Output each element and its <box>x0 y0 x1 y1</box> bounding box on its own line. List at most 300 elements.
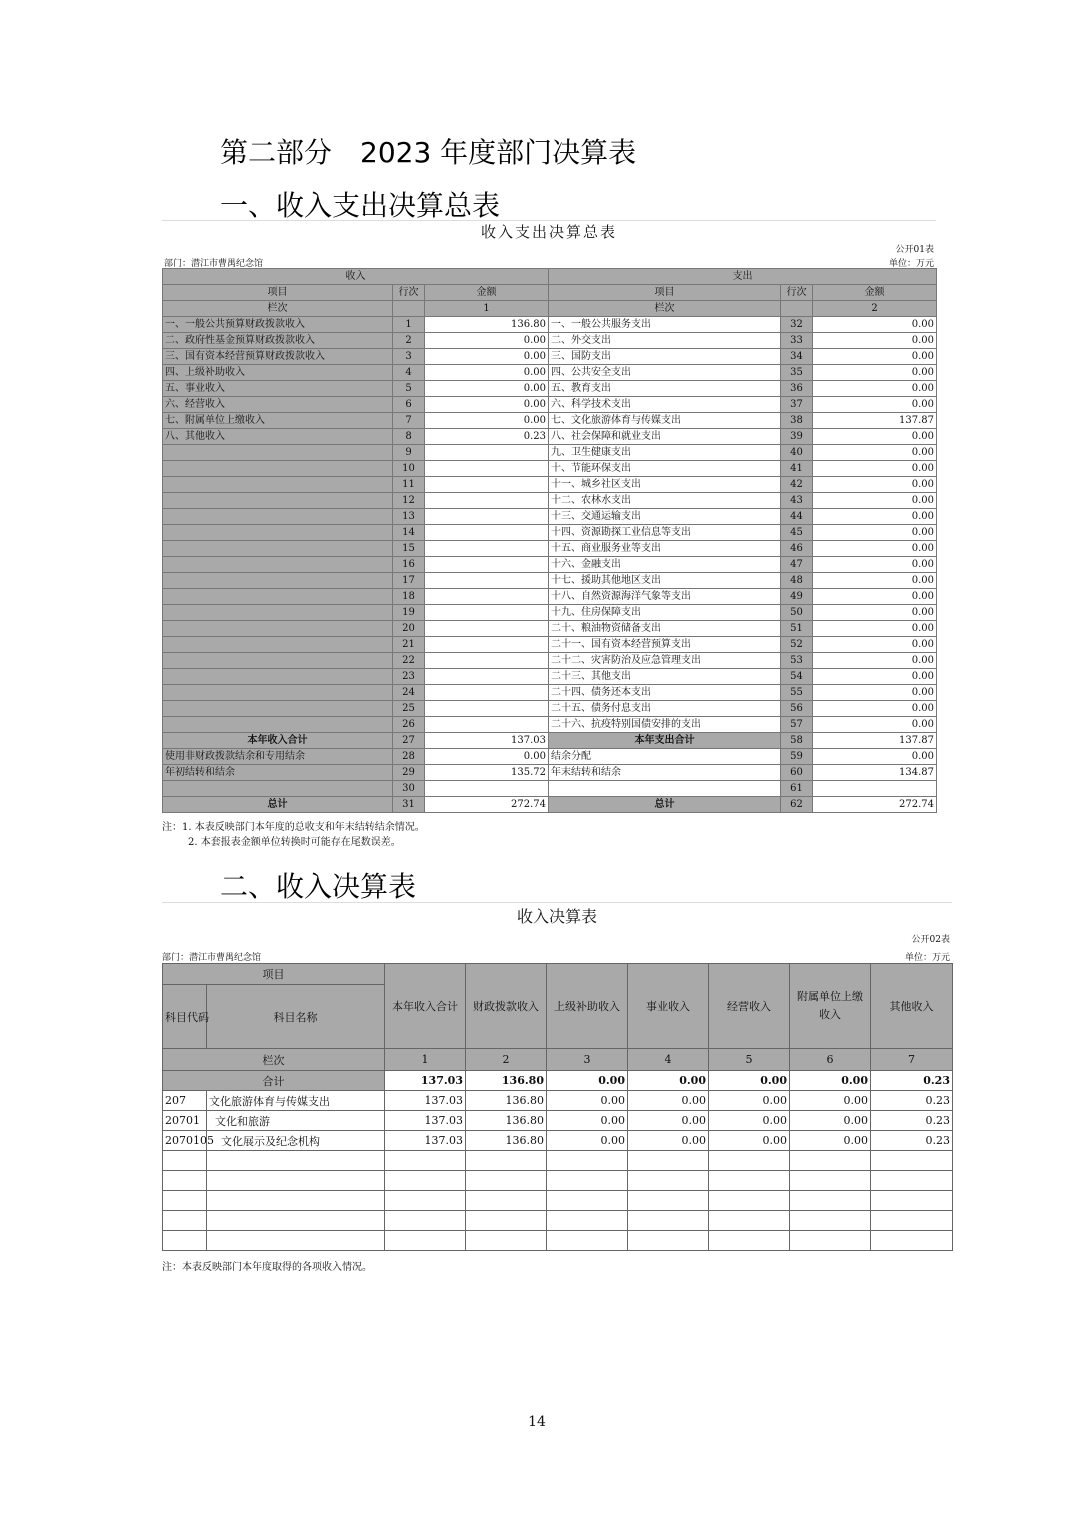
expense-item-name: 二、外交支出 <box>549 333 781 349</box>
income-item-name: 六、经营收入 <box>163 397 393 413</box>
expense-item-name: 二十四、债务还本支出 <box>549 685 781 701</box>
income-amount <box>425 637 549 653</box>
empty-cell <box>207 1171 385 1191</box>
empty-cell <box>207 1211 385 1231</box>
income-item-name <box>163 573 393 589</box>
income-summary-name: 使用非财政拨款结余和专用结余 <box>163 749 393 765</box>
income-row-no: 13 <box>393 509 425 525</box>
empty-cell <box>628 1191 709 1211</box>
income-amount <box>425 525 549 541</box>
income-summary-name: 总计 <box>163 797 393 813</box>
income-amount: 272.74 <box>425 797 549 813</box>
table2-lanci: 栏次 <box>163 1049 385 1071</box>
table-row <box>163 365 937 381</box>
table-row <box>163 429 937 445</box>
table1-grid <box>162 268 937 813</box>
income-item-name <box>163 445 393 461</box>
table2-grid <box>162 963 953 1251</box>
income-amount <box>425 781 549 797</box>
table-row <box>163 477 937 493</box>
expense-item-name: 十五、商业服务业等支出 <box>549 541 781 557</box>
empty-cell <box>709 1191 790 1211</box>
expense-amount: 0.00 <box>813 381 937 397</box>
income-row-no: 27 <box>393 733 425 749</box>
income-amount: 0.00 <box>425 365 549 381</box>
expense-row-no: 54 <box>781 669 813 685</box>
table-row <box>163 653 937 669</box>
income-header: 收入 <box>163 269 549 285</box>
expense-row-no: 44 <box>781 509 813 525</box>
income-row-no: 5 <box>393 381 425 397</box>
expense-col-no: 2 <box>813 301 937 317</box>
income-row-no: 19 <box>393 605 425 621</box>
expense-summary-name: 结余分配 <box>549 749 781 765</box>
income-row-no: 4 <box>393 365 425 381</box>
expense-row-no: 61 <box>781 781 813 797</box>
table-row <box>163 413 937 429</box>
income-row-no: 28 <box>393 749 425 765</box>
income-item-name <box>163 621 393 637</box>
empty-cell <box>207 1151 385 1171</box>
subject-code: 20701 <box>163 1111 207 1131</box>
income-row-no: 16 <box>393 557 425 573</box>
income-item-name <box>163 509 393 525</box>
expense-item-name: 七、文化旅游体育与传媒支出 <box>549 413 781 429</box>
income-value: 136.80 <box>466 1111 547 1131</box>
empty-cell <box>871 1191 953 1211</box>
income-col-no: 1 <box>425 301 549 317</box>
empty-cell <box>385 1151 466 1171</box>
income-row-no: 2 <box>393 333 425 349</box>
income-item-name <box>163 525 393 541</box>
income-value: 0.00 <box>709 1111 790 1131</box>
empty-cell <box>547 1191 628 1211</box>
expense-row-no: 59 <box>781 749 813 765</box>
empty-cell <box>466 1211 547 1231</box>
income-summary-name: 年初结转和结余 <box>163 765 393 781</box>
income-item-name: 八、其他收入 <box>163 429 393 445</box>
income-item-name: 二、政府性基金预算财政拨款收入 <box>163 333 393 349</box>
empty-cell <box>163 1191 207 1211</box>
expense-row-no: 33 <box>781 333 813 349</box>
table2-total-value: 0.00 <box>547 1071 628 1091</box>
expense-row-no: 60 <box>781 765 813 781</box>
table2-header: 本年收入合计 <box>385 964 466 1049</box>
table1-department: 部门：潜江市曹禺纪念馆 <box>164 259 264 269</box>
expense-item-name: 十二、农林水支出 <box>549 493 781 509</box>
expense-summary-name: 总计 <box>549 797 781 813</box>
expense-lanci-blank <box>781 301 813 317</box>
table-row <box>163 557 937 573</box>
table2-col-project: 项目 <box>163 964 385 985</box>
income-value: 0.00 <box>547 1111 628 1131</box>
expense-amount: 0.00 <box>813 557 937 573</box>
expense-amount: 0.00 <box>813 541 937 557</box>
income-amount <box>425 509 549 525</box>
income-col-row: 行次 <box>393 285 425 301</box>
empty-cell <box>547 1231 628 1251</box>
expense-row-no: 37 <box>781 397 813 413</box>
subject-code: 207 <box>163 1091 207 1111</box>
table2-total-label: 合计 <box>163 1071 385 1091</box>
table2-total-value: 0.00 <box>709 1071 790 1091</box>
table-row <box>163 1131 953 1151</box>
empty-cell <box>163 1231 207 1251</box>
income-value: 0.00 <box>709 1131 790 1151</box>
expense-amount: 0.00 <box>813 477 937 493</box>
income-summary-name: 本年收入合计 <box>163 733 393 749</box>
expense-item-name: 二十二、灾害防治及应急管理支出 <box>549 653 781 669</box>
income-item-name <box>163 669 393 685</box>
empty-cell <box>163 1151 207 1171</box>
empty-row <box>163 1171 953 1191</box>
table2-total-value: 0.23 <box>871 1071 953 1091</box>
expense-row-no: 35 <box>781 365 813 381</box>
income-row-no: 12 <box>393 493 425 509</box>
summary-row <box>163 797 937 813</box>
empty-cell <box>547 1171 628 1191</box>
empty-cell <box>628 1231 709 1251</box>
empty-cell <box>163 1211 207 1231</box>
income-amount: 137.03 <box>425 733 549 749</box>
table2-col-no: 5 <box>709 1049 790 1071</box>
empty-cell <box>385 1211 466 1231</box>
expense-row-no: 45 <box>781 525 813 541</box>
income-lanci: 栏次 <box>163 301 393 317</box>
income-item-name <box>163 477 393 493</box>
empty-cell <box>547 1151 628 1171</box>
expense-amount: 272.74 <box>813 797 937 813</box>
table2-col-name: 科目名称 <box>207 985 385 1049</box>
table-row <box>163 1091 953 1111</box>
expense-amount: 0.00 <box>813 493 937 509</box>
empty-cell <box>628 1151 709 1171</box>
income-amount: 135.72 <box>425 765 549 781</box>
expense-row-no: 47 <box>781 557 813 573</box>
expense-row-no: 62 <box>781 797 813 813</box>
income-row-no: 8 <box>393 429 425 445</box>
table2-code: 公开02表 <box>911 935 950 945</box>
summary-row <box>163 781 937 797</box>
table-row <box>163 541 937 557</box>
expense-item-name: 二十一、国有资本经营预算支出 <box>549 637 781 653</box>
empty-cell <box>709 1211 790 1231</box>
income-amount <box>425 445 549 461</box>
income-value: 0.00 <box>790 1091 871 1111</box>
table2-total-value: 137.03 <box>385 1071 466 1091</box>
expense-item-name: 十八、自然资源海洋气象等支出 <box>549 589 781 605</box>
income-amount: 0.00 <box>425 397 549 413</box>
expense-item-name: 六、科学技术支出 <box>549 397 781 413</box>
expense-row-no: 41 <box>781 461 813 477</box>
empty-cell <box>385 1191 466 1211</box>
expense-item-name: 九、卫生健康支出 <box>549 445 781 461</box>
expense-row-no: 50 <box>781 605 813 621</box>
table2-header: 财政拨款收入 <box>466 964 547 1049</box>
income-row-no: 11 <box>393 477 425 493</box>
expense-row-no: 58 <box>781 733 813 749</box>
income-item-name: 五、事业收入 <box>163 381 393 397</box>
income-summary-name <box>163 781 393 797</box>
income-value: 137.03 <box>385 1131 466 1151</box>
table2-total-value: 136.80 <box>466 1071 547 1091</box>
income-amount <box>425 493 549 509</box>
expense-amount: 0.00 <box>813 621 937 637</box>
empty-cell <box>871 1171 953 1191</box>
expense-col-row: 行次 <box>781 285 813 301</box>
income-row-no: 3 <box>393 349 425 365</box>
table2-col-no: 2 <box>466 1049 547 1071</box>
expense-summary-name <box>549 781 781 797</box>
empty-cell <box>385 1171 466 1191</box>
expense-summary-name: 本年支出合计 <box>549 733 781 749</box>
table-row <box>163 349 937 365</box>
empty-cell <box>628 1171 709 1191</box>
income-amount <box>425 477 549 493</box>
expense-row-no: 46 <box>781 541 813 557</box>
income-amount <box>425 669 549 685</box>
table1-title: 收入支出决算总表 <box>162 220 936 243</box>
income-amount <box>425 717 549 733</box>
empty-cell <box>790 1211 871 1231</box>
expense-amount: 0.00 <box>813 333 937 349</box>
empty-row <box>163 1151 953 1171</box>
income-value: 0.00 <box>628 1131 709 1151</box>
empty-cell <box>871 1151 953 1171</box>
empty-cell <box>163 1171 207 1191</box>
table-row <box>163 317 937 333</box>
income-row-no: 6 <box>393 397 425 413</box>
empty-cell <box>207 1231 385 1251</box>
income-row-no: 24 <box>393 685 425 701</box>
income-value: 0.23 <box>871 1111 953 1131</box>
table2-col-no: 7 <box>871 1049 953 1071</box>
empty-row <box>163 1231 953 1251</box>
expense-item-name: 十七、援助其他地区支出 <box>549 573 781 589</box>
income-lanci-blank <box>393 301 425 317</box>
income-item-name: 三、国有资本经营预算财政拨款收入 <box>163 349 393 365</box>
page-number: 14 <box>528 1414 546 1430</box>
income-amount <box>425 573 549 589</box>
empty-cell <box>709 1151 790 1171</box>
income-value: 0.00 <box>547 1091 628 1111</box>
expense-amount: 0.00 <box>813 653 937 669</box>
income-item-name <box>163 589 393 605</box>
table-row <box>163 1111 953 1131</box>
expense-amount: 0.00 <box>813 669 937 685</box>
income-amount <box>425 653 549 669</box>
expense-amount: 137.87 <box>813 413 937 429</box>
income-value: 0.00 <box>547 1131 628 1151</box>
table-row <box>163 685 937 701</box>
income-amount <box>425 605 549 621</box>
income-value: 136.80 <box>466 1091 547 1111</box>
income-item-name: 七、附属单位上缴收入 <box>163 413 393 429</box>
subject-name: 文化旅游体育与传媒支出 <box>207 1091 385 1111</box>
income-item-name <box>163 637 393 653</box>
expense-item-name: 三、国防支出 <box>549 349 781 365</box>
income-amount: 0.00 <box>425 749 549 765</box>
expense-item-name: 二十、粮油物资储备支出 <box>549 621 781 637</box>
expense-amount: 0.00 <box>813 573 937 589</box>
empty-cell <box>466 1171 547 1191</box>
expense-amount: 134.87 <box>813 765 937 781</box>
expense-item-name: 四、公共安全支出 <box>549 365 781 381</box>
income-expense-summary-table <box>162 220 936 848</box>
empty-cell <box>628 1211 709 1231</box>
empty-cell <box>790 1191 871 1211</box>
income-value: 137.03 <box>385 1111 466 1131</box>
table2-col-no: 6 <box>790 1049 871 1071</box>
expense-item-name: 五、教育支出 <box>549 381 781 397</box>
income-amount <box>425 589 549 605</box>
expense-row-no: 57 <box>781 717 813 733</box>
income-amount: 0.00 <box>425 381 549 397</box>
income-row-no: 9 <box>393 445 425 461</box>
table-row <box>163 397 937 413</box>
income-value: 136.80 <box>466 1131 547 1151</box>
table2-total-value: 0.00 <box>628 1071 709 1091</box>
empty-cell <box>466 1231 547 1251</box>
table2-note: 注：本表反映部门本年度取得的各项收入情况。 <box>162 1262 372 1273</box>
empty-cell <box>790 1151 871 1171</box>
expense-row-no: 51 <box>781 621 813 637</box>
table1-note2: 2. 本套报表金额单位转换时可能存在尾数误差。 <box>188 837 401 848</box>
table-row <box>163 525 937 541</box>
expense-row-no: 43 <box>781 493 813 509</box>
income-amount <box>425 461 549 477</box>
income-value: 0.00 <box>790 1111 871 1131</box>
expense-amount: 0.00 <box>813 525 937 541</box>
income-row-no: 17 <box>393 573 425 589</box>
expense-row-no: 42 <box>781 477 813 493</box>
expense-amount: 0.00 <box>813 429 937 445</box>
empty-cell <box>709 1171 790 1191</box>
income-row-no: 31 <box>393 797 425 813</box>
expense-amount: 0.00 <box>813 685 937 701</box>
expense-amount: 0.00 <box>813 445 937 461</box>
table2-title: 收入决算表 <box>162 902 952 931</box>
section2-heading: 二、收入决算表 <box>220 870 417 903</box>
expense-lanci: 栏次 <box>549 301 781 317</box>
table2-header: 其他收入 <box>871 964 953 1049</box>
expense-row-no: 49 <box>781 589 813 605</box>
expense-item-name: 十、节能环保支出 <box>549 461 781 477</box>
table2-department: 部门：潜江市曹禺纪念馆 <box>162 953 262 963</box>
expense-item-name: 十一、城乡社区支出 <box>549 477 781 493</box>
table2-header: 上级补助收入 <box>547 964 628 1049</box>
table1-code: 公开01表 <box>895 245 934 255</box>
table2-unit: 单位：万元 <box>904 953 950 963</box>
income-row-no: 15 <box>393 541 425 557</box>
income-amount <box>425 621 549 637</box>
table-row <box>163 333 937 349</box>
section1-heading: 一、收入支出决算总表 <box>220 189 501 222</box>
expense-amount: 0.00 <box>813 605 937 621</box>
income-value: 0.00 <box>790 1131 871 1151</box>
expense-item-name: 八、社会保障和就业支出 <box>549 429 781 445</box>
expense-row-no: 34 <box>781 349 813 365</box>
expense-amount: 0.00 <box>813 701 937 717</box>
income-amount: 0.23 <box>425 429 549 445</box>
table2-col-no: 3 <box>547 1049 628 1071</box>
income-item-name <box>163 701 393 717</box>
income-col-item: 项目 <box>163 285 393 301</box>
expense-amount: 0.00 <box>813 317 937 333</box>
expense-item-name: 十三、交通运输支出 <box>549 509 781 525</box>
income-row-no: 10 <box>393 461 425 477</box>
empty-row <box>163 1211 953 1231</box>
table2-col-code: 科目代码 <box>163 985 207 1049</box>
table-row <box>163 637 937 653</box>
table2-header: 事业收入 <box>628 964 709 1049</box>
expense-amount: 0.00 <box>813 637 937 653</box>
expense-item-name: 十四、资源勘探工业信息等支出 <box>549 525 781 541</box>
table1-note1: 注：1. 本表反映部门本年度的总收支和年末结转结余情况。 <box>162 822 425 833</box>
summary-row <box>163 733 937 749</box>
expense-amount: 0.00 <box>813 589 937 605</box>
table-row <box>163 701 937 717</box>
expense-item-name: 一、一般公共服务支出 <box>549 317 781 333</box>
expense-row-no: 56 <box>781 701 813 717</box>
table-row <box>163 589 937 605</box>
table1-unit: 单位：万元 <box>888 259 934 269</box>
expense-row-no: 39 <box>781 429 813 445</box>
expense-item-name: 十九、住房保障支出 <box>549 605 781 621</box>
table-row <box>163 605 937 621</box>
income-amount: 136.80 <box>425 317 549 333</box>
expense-row-no: 53 <box>781 653 813 669</box>
income-amount: 0.00 <box>425 349 549 365</box>
empty-cell <box>547 1211 628 1231</box>
expense-item-name: 十六、金融支出 <box>549 557 781 573</box>
income-col-amount: 金额 <box>425 285 549 301</box>
income-item-name: 四、上级补助收入 <box>163 365 393 381</box>
table-row <box>163 573 937 589</box>
income-row-no: 7 <box>393 413 425 429</box>
expense-amount: 0.00 <box>813 397 937 413</box>
income-amount: 0.00 <box>425 413 549 429</box>
income-row-no: 18 <box>393 589 425 605</box>
income-item-name <box>163 685 393 701</box>
income-row-no: 1 <box>393 317 425 333</box>
table2-total-value: 0.00 <box>790 1071 871 1091</box>
income-item-name <box>163 493 393 509</box>
empty-cell <box>790 1231 871 1251</box>
income-table <box>162 902 952 1274</box>
table-row <box>163 717 937 733</box>
part-heading: 第二部分 2023 年度部门决算表 <box>220 136 637 169</box>
expense-row-no: 38 <box>781 413 813 429</box>
income-row-no: 21 <box>393 637 425 653</box>
summary-row <box>163 749 937 765</box>
subject-name: 文化展示及纪念机构 <box>207 1131 385 1151</box>
income-item-name <box>163 557 393 573</box>
income-amount <box>425 685 549 701</box>
empty-cell <box>871 1231 953 1251</box>
empty-cell <box>871 1211 953 1231</box>
income-item-name <box>163 717 393 733</box>
income-item-name: 一、一般公共预算财政拨款收入 <box>163 317 393 333</box>
empty-cell <box>385 1231 466 1251</box>
empty-cell <box>790 1171 871 1191</box>
table-row <box>163 461 937 477</box>
summary-row <box>163 765 937 781</box>
income-value: 0.23 <box>871 1131 953 1151</box>
expense-amount: 137.87 <box>813 733 937 749</box>
income-value: 0.23 <box>871 1091 953 1111</box>
expense-amount: 0.00 <box>813 349 937 365</box>
